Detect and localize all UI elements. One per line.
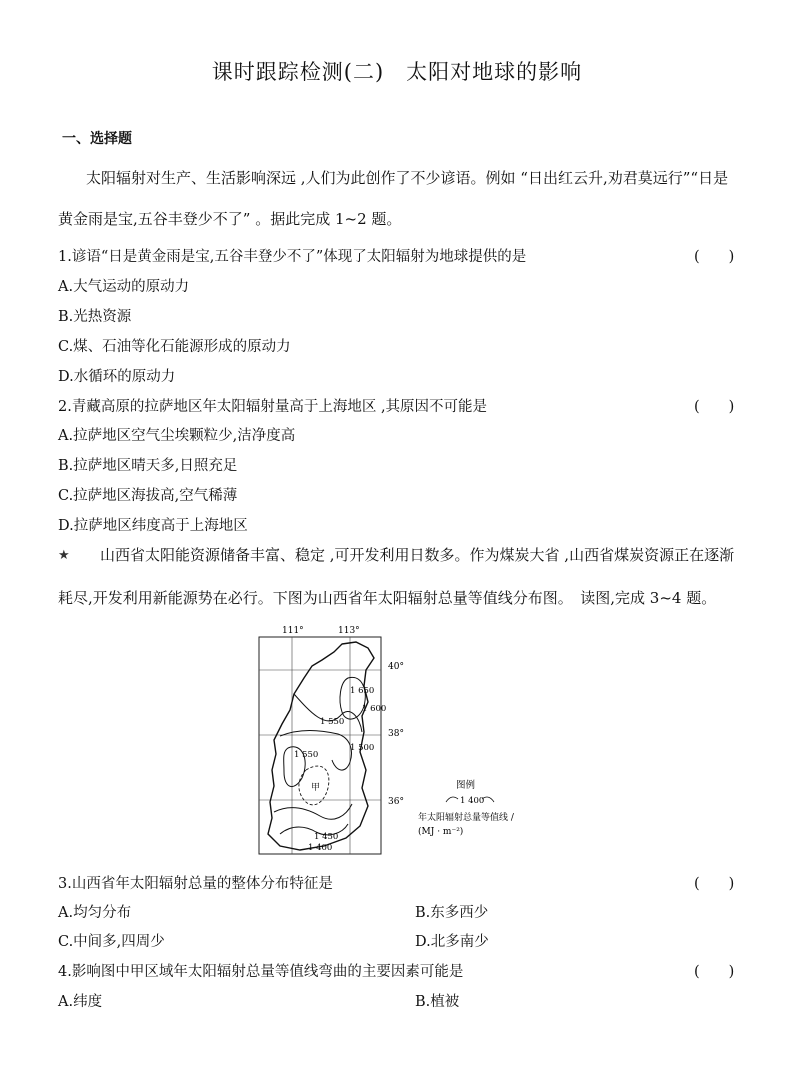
legend-line-left xyxy=(446,797,458,802)
question-3-option-a: A.均匀分布 xyxy=(58,905,132,921)
question-3-option-c: C.中间多,四周少 xyxy=(58,934,165,950)
lat-label-36: 36° xyxy=(388,797,404,807)
question-1-option-c: C.煤、石油等化石能源形成的原动力 xyxy=(58,339,291,355)
question-2-option-d: D.拉萨地区纬度高于上海地区 xyxy=(58,518,248,534)
contour-label-1400: 1 400 xyxy=(308,843,333,853)
contour-1450 xyxy=(274,804,352,819)
region-label-jia: 甲 xyxy=(311,783,321,793)
question-1-answer-bracket: ( ) xyxy=(694,249,735,265)
question-2-option-b: B.拉萨地区晴天多,日照充足 xyxy=(58,458,238,474)
star-icon: ★ xyxy=(58,548,70,563)
contour-label-1450: 1 450 xyxy=(314,832,339,842)
question-3-stem: 3.山西省年太阳辐射总量的整体分布特征是 xyxy=(58,876,333,892)
shanxi-radiation-map xyxy=(250,620,550,860)
intro-2-line-2: 耗尽,开发利用新能源势在必行。下图为山西省年太阳辐射总量等值线分布图。 读图,完成 3~4 题。 xyxy=(58,589,717,607)
intro-1-line-1: 太阳辐射对生产、生活影响深远 ,人们为此创作了不少谚语。例如 “日出红云升,劝君莫远行”“日是 xyxy=(86,169,729,187)
question-1-option-d: D.水循环的原动力 xyxy=(58,369,176,385)
question-4-stem: 4.影响图中甲区域年太阳辐射总量等值线弯曲的主要因素可能是 xyxy=(58,964,464,980)
lon-label-113: 113° xyxy=(338,626,360,636)
question-4-answer-bracket: ( ) xyxy=(694,964,735,980)
section-heading: 一、选择题 xyxy=(62,131,132,147)
question-3-answer-bracket: ( ) xyxy=(694,876,735,892)
question-2-stem: 2.青藏高原的拉萨地区年太阳辐射量高于上海地区 ,其原因不可能是 xyxy=(58,399,488,415)
question-1-option-b: B.光热资源 xyxy=(58,309,132,325)
lon-label-111: 111° xyxy=(282,626,304,636)
contour-label-1600: 1 600 xyxy=(362,704,387,714)
contour-label-1550-north: 1 550 xyxy=(320,717,345,727)
intro-1-line-2: 黄金雨是宝,五谷丰登少不了” 。据此完成 1~2 题。 xyxy=(58,210,402,228)
question-3-option-b: B.东多西少 xyxy=(415,905,489,921)
legend-unit: (MJ · m⁻²) xyxy=(418,827,464,837)
contour-label-1550-west: 1 550 xyxy=(294,750,319,760)
page-title: 课时跟踪检测(二) 太阳对地球的影响 xyxy=(211,60,583,84)
contour-label-1650: 1 650 xyxy=(350,686,375,696)
question-2-answer-bracket: ( ) xyxy=(694,399,735,415)
legend-sample-value: 1 400 xyxy=(460,796,485,806)
question-1-stem: 1.谚语“日是黄金雨是宝,五谷丰登少不了”体现了太阳辐射为地球提供的是 xyxy=(58,249,527,265)
question-2-option-a: A.拉萨地区空气尘埃颗粒少,洁净度高 xyxy=(58,428,296,444)
legend-title: 图例 xyxy=(456,780,476,791)
lat-label-40: 40° xyxy=(388,662,404,672)
contour-label-1500: 1 500 xyxy=(350,743,375,753)
question-3-option-d: D.北多南少 xyxy=(415,934,489,950)
question-2-option-c: C.拉萨地区海拔高,空气稀薄 xyxy=(58,488,238,504)
lat-label-38: 38° xyxy=(388,729,404,739)
question-1-option-a: A.大气运动的原动力 xyxy=(58,279,190,295)
question-4-option-a: A.纬度 xyxy=(58,994,103,1010)
question-4-option-b: B.植被 xyxy=(415,994,460,1010)
intro-2-line-1: 山西省太阳能资源储备丰富、稳定 ,可开发利用日数多。作为煤炭大省 ,山西省煤炭资源正在逐渐 xyxy=(100,546,735,564)
legend-text: 年太阳辐射总量等值线 / xyxy=(418,813,514,823)
